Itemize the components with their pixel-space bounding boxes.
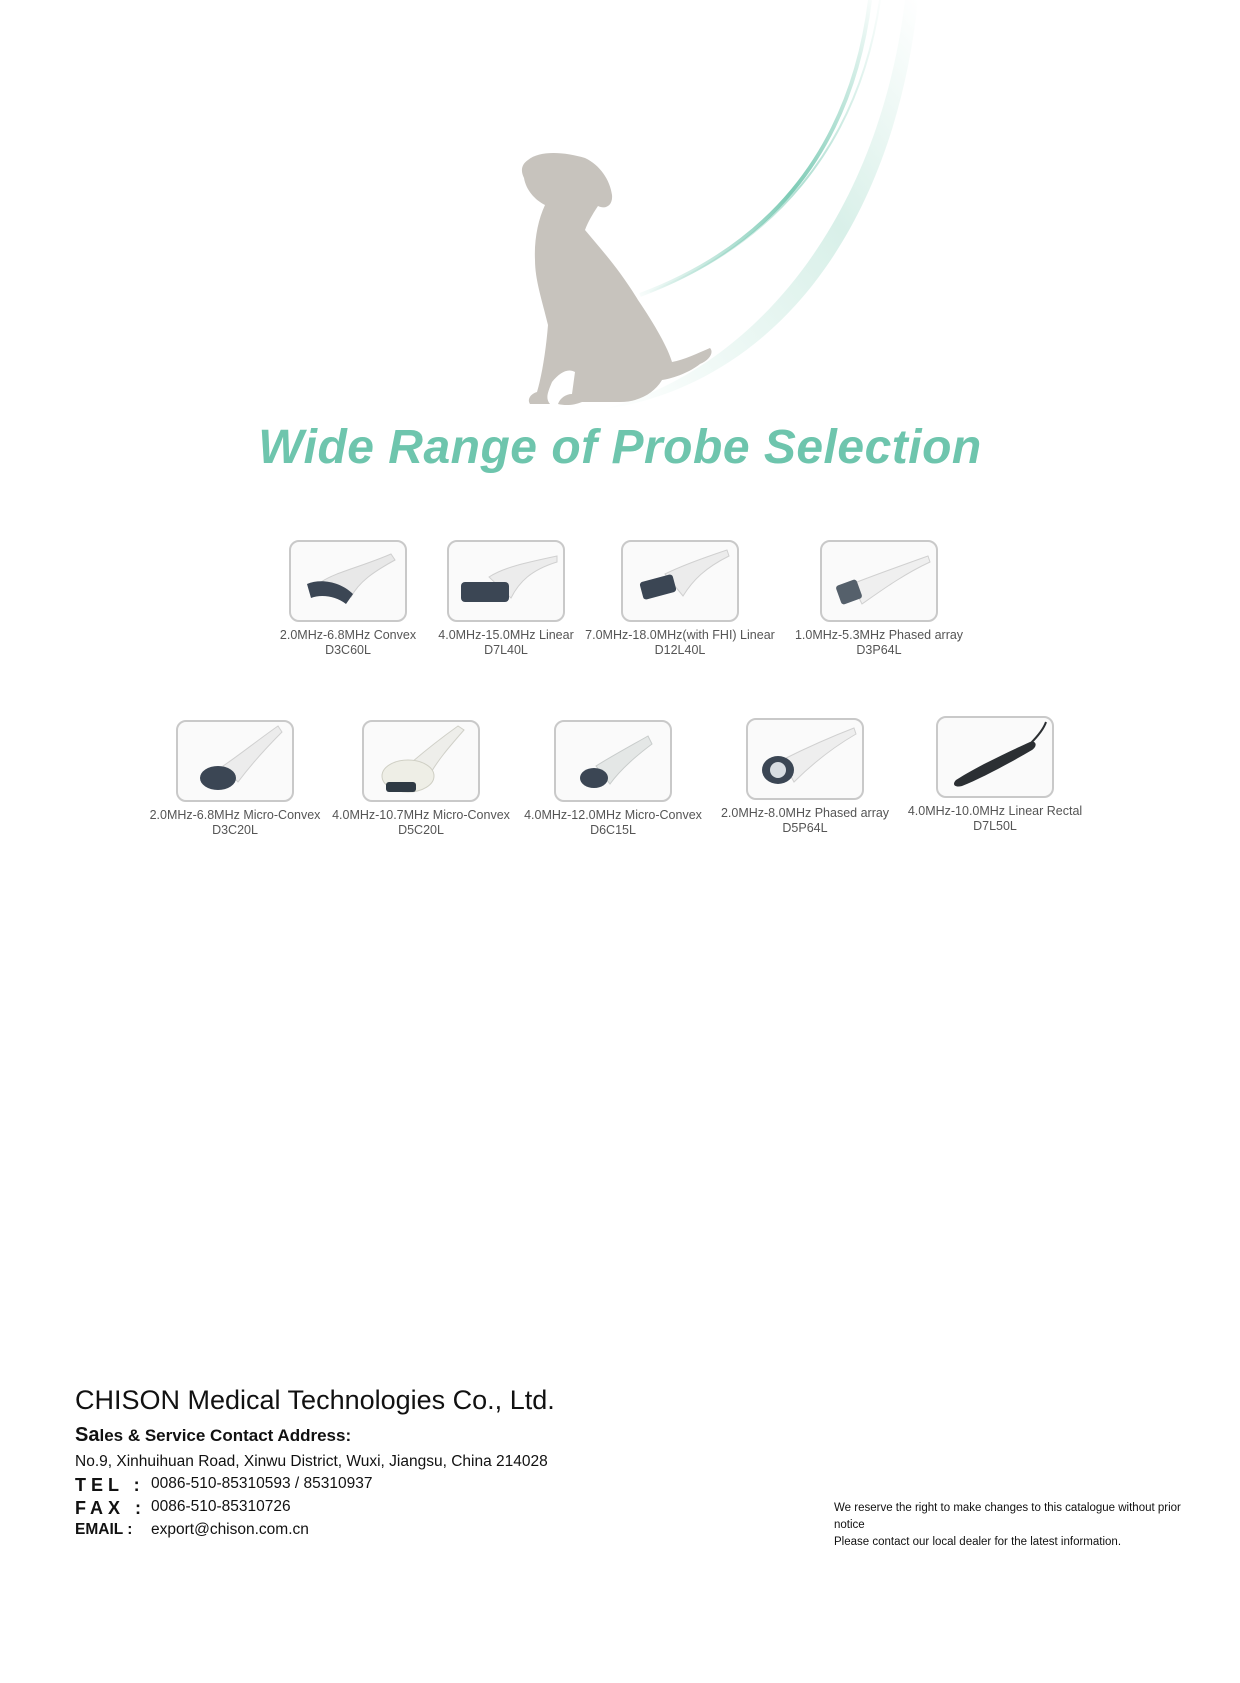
tel-value: 0086-510-85310593 / 85310937 xyxy=(151,1475,373,1492)
probe-spec: 7.0MHz-18.0MHz(with FHI) Linear xyxy=(585,628,775,642)
green-swoosh-line xyxy=(650,0,880,292)
sales-heading-rest: les & Service Contact Address: xyxy=(99,1426,352,1445)
probe-spec: 4.0MHz-10.7MHz Micro-Convex xyxy=(332,808,510,822)
fax-label: FAX : xyxy=(75,1498,147,1518)
probe-card xyxy=(900,716,1090,834)
probe-card xyxy=(140,720,330,838)
probe-model: D5C20L xyxy=(398,823,444,837)
address: No.9, Xinhuihuan Road, Xinwu District, Wuxi, Jiangsu, China 214028 xyxy=(75,1453,548,1470)
disclaimer xyxy=(834,1500,1214,1551)
probe-model: D3C20L xyxy=(212,823,258,837)
linear-probe-icon xyxy=(447,540,565,622)
rectal-probe-icon xyxy=(936,716,1054,798)
linear-probe-icon xyxy=(621,540,739,622)
dog-swoosh-illustration xyxy=(0,0,1240,460)
tel-label: TEL : xyxy=(75,1475,145,1495)
fax-row xyxy=(75,1498,695,1519)
email-label: EMAIL : xyxy=(75,1521,133,1538)
convex-probe-icon xyxy=(289,540,407,622)
probe-model: D12L40L xyxy=(654,643,706,657)
probe-card xyxy=(585,540,775,658)
probe-spec: 2.0MHz-6.8MHz Convex xyxy=(279,628,417,642)
fax-value: 0086-510-85310726 xyxy=(151,1498,291,1515)
email-value[interactable]: export@chison.com.cn xyxy=(151,1521,309,1538)
micro-convex-probe-icon xyxy=(554,720,672,802)
probe-card xyxy=(411,540,601,658)
probe-card xyxy=(518,720,708,838)
contact-block xyxy=(75,1385,695,1541)
probe-spec: 4.0MHz-10.0MHz Linear Rectal xyxy=(907,804,1083,818)
micro-convex-probe-icon xyxy=(176,720,294,802)
probe-spec: 4.0MHz-15.0MHz Linear xyxy=(438,628,574,642)
probe-model: D3P64L xyxy=(856,643,902,657)
phased-array-probe-icon xyxy=(820,540,938,622)
sales-heading xyxy=(75,1424,695,1447)
probe-model: D7L40L xyxy=(484,643,528,657)
probe-spec: 4.0MHz-12.0MHz Micro-Convex xyxy=(524,808,702,822)
probe-model: D7L50L xyxy=(973,819,1017,833)
probe-spec: 1.0MHz-5.3MHz Phased array xyxy=(794,628,964,642)
email-row xyxy=(75,1521,695,1539)
disclaimer-line: Please contact our local dealer for the latest information. xyxy=(834,1536,1122,1548)
probe-spec: 2.0MHz-6.8MHz Micro-Convex xyxy=(149,808,321,822)
probe-model: D5P64L xyxy=(782,821,828,835)
micro-convex-probe-icon xyxy=(362,720,480,802)
probe-card xyxy=(326,720,516,838)
phased-array-probe-icon xyxy=(746,718,864,800)
headline: Wide Range of Probe Selection xyxy=(258,421,982,474)
probe-card xyxy=(710,718,900,836)
probe-card xyxy=(784,540,974,658)
dog-silhouette xyxy=(522,153,712,405)
disclaimer-line: We reserve the right to make changes to this catalogue without prior notice xyxy=(834,1502,1181,1531)
probe-model: D3C60L xyxy=(325,643,371,657)
company-name: CHISON Medical Technologies Co., Ltd. xyxy=(75,1385,555,1415)
tel-row xyxy=(75,1475,695,1496)
sales-heading-initial: Sa xyxy=(75,1424,100,1446)
probe-spec: 2.0MHz-8.0MHz Phased array xyxy=(720,806,890,820)
probe-model: D6C15L xyxy=(590,823,636,837)
